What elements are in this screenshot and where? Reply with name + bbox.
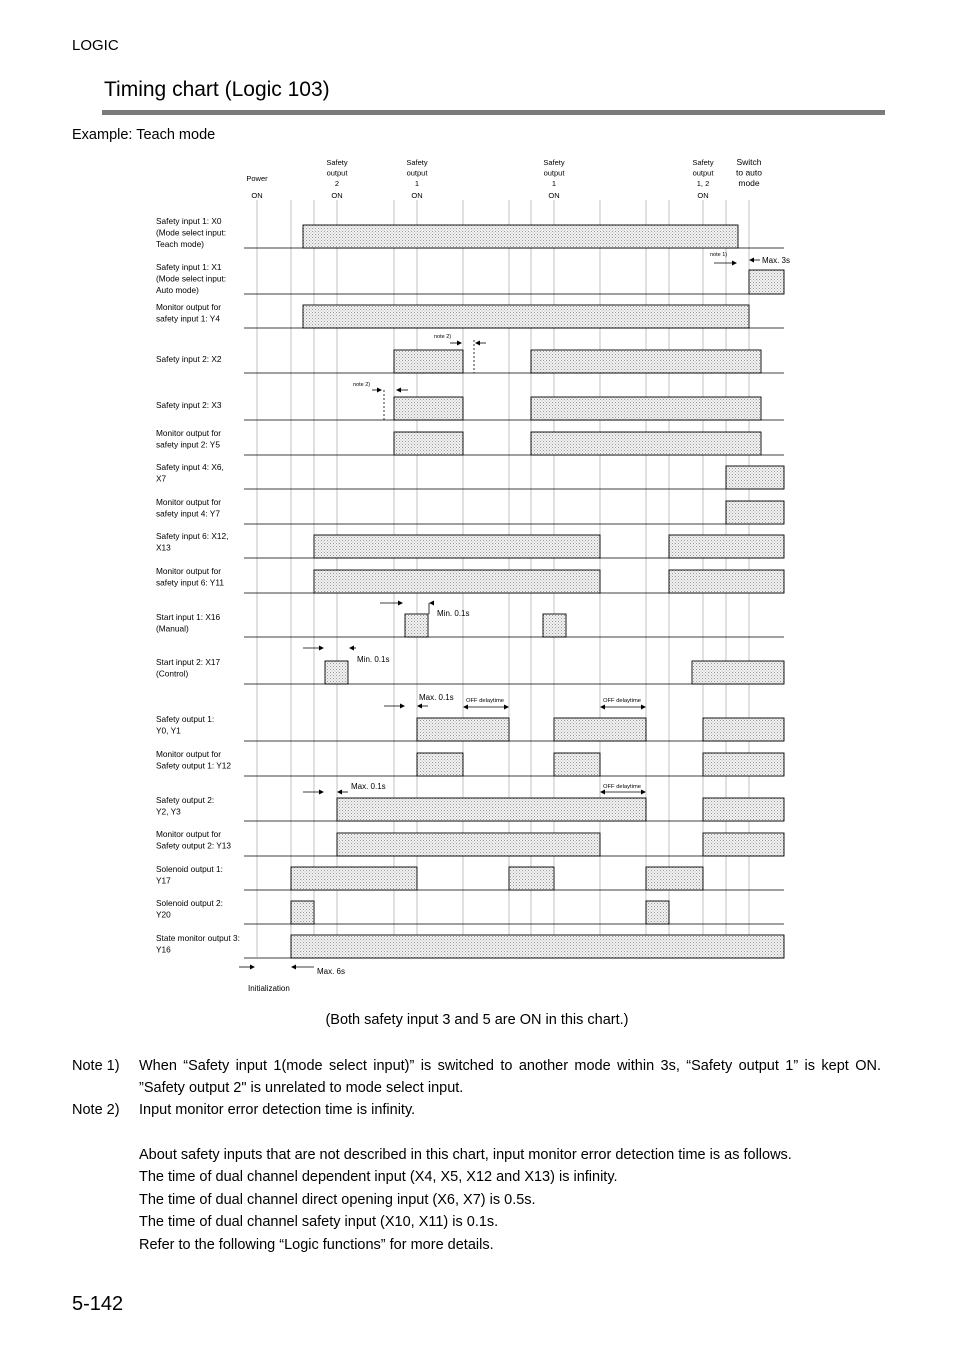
signal-label: Safety output 2: Y13 bbox=[156, 840, 232, 851]
signal-pulse bbox=[417, 753, 463, 776]
signal-label: Start input 2: X17 bbox=[156, 657, 221, 667]
signal-pulse bbox=[394, 432, 463, 455]
signal-pulse bbox=[394, 350, 463, 373]
min-0.1s-label: Min. 0.1s bbox=[437, 609, 470, 618]
signal-pulse bbox=[314, 570, 600, 593]
signal-pulse bbox=[646, 867, 703, 890]
about-line: Refer to the following “Logic functions” for more details. bbox=[139, 1237, 494, 1253]
note-2-text: Input monitor error detection time is infinity. bbox=[139, 1102, 416, 1118]
signal-label: Monitor output for bbox=[156, 497, 222, 507]
signal-pulse bbox=[703, 798, 784, 821]
section-tag: LOGIC bbox=[72, 37, 119, 54]
event-label: 1 bbox=[414, 179, 420, 188]
event-label: 2 bbox=[334, 179, 340, 188]
example-label: Example: Teach mode bbox=[72, 127, 216, 143]
signal-pulse bbox=[703, 753, 784, 776]
signal-labels bbox=[156, 216, 240, 955]
event-label: Power bbox=[246, 174, 268, 183]
min-0.1s-label: Min. 0.1s bbox=[357, 655, 390, 664]
signal-label: Safety output 1: bbox=[156, 714, 215, 724]
note-1-text: When “Safety input 1(mode select input)” is switched to another mode within 3s, “Safety output 1” is kept ON. ”Safety output 2" is unrelated to mode select input. bbox=[139, 1058, 881, 1096]
off-delaytime-label: OFF delaytime bbox=[603, 784, 642, 790]
off-delaytime-arrow-head-right bbox=[641, 705, 646, 710]
signal-label: safety input 6: Y11 bbox=[156, 577, 224, 588]
signal-pulse bbox=[554, 718, 646, 741]
event-label: Safety bbox=[326, 158, 348, 167]
off-delaytime-arrow-head-left bbox=[600, 705, 605, 710]
chart-caption: (Both safety input 3 and 5 are ON in this chart.) bbox=[325, 1012, 629, 1028]
about-line: The time of dual channel direct opening input (X6, X7) is 0.5s. bbox=[139, 1192, 536, 1208]
signal-label: Solenoid output 1: bbox=[156, 864, 223, 874]
signal-label: Safety output 1: Y12 bbox=[156, 760, 232, 771]
max-0.1s-label: Max. 0.1s bbox=[351, 782, 386, 791]
max-0.1s-arrow-in-head bbox=[400, 704, 405, 709]
event-on-label: ON bbox=[251, 191, 263, 200]
signal-pulse bbox=[291, 901, 314, 924]
signal-label: Start input 1: X16 bbox=[156, 612, 221, 622]
note-2-label: note 2) bbox=[434, 334, 452, 340]
signal-label: Monitor output for bbox=[156, 566, 222, 576]
signal-pulse bbox=[394, 397, 463, 420]
signal-label: (Manual) bbox=[156, 623, 189, 634]
initialization-label: Initialization bbox=[248, 984, 290, 993]
signal-label: Monitor output for bbox=[156, 302, 222, 312]
note-2-arrow-out-head bbox=[396, 388, 401, 393]
signal-label: Solenoid output 2: bbox=[156, 898, 223, 908]
event-labels bbox=[246, 157, 762, 200]
max-0.1s-arrow-out-head bbox=[337, 790, 342, 795]
signal-label: Monitor output for bbox=[156, 428, 222, 438]
signal-label: X13 bbox=[156, 542, 171, 553]
signal-pulse bbox=[337, 833, 600, 856]
event-on-label: ON bbox=[548, 191, 560, 200]
signal-label: Y16 bbox=[156, 944, 171, 955]
signal-label: Monitor output for bbox=[156, 749, 222, 759]
signal-pulse bbox=[543, 614, 566, 637]
signal-pulse bbox=[303, 225, 738, 248]
note-2-arrow-in-head bbox=[457, 341, 462, 346]
signal-pulse bbox=[726, 501, 784, 524]
event-label: output bbox=[692, 168, 714, 178]
signal-label: (Mode select input: bbox=[156, 227, 227, 238]
signal-label: (Control) bbox=[156, 668, 189, 679]
signal-label: safety input 4: Y7 bbox=[156, 508, 220, 519]
signal-pulse bbox=[692, 661, 784, 684]
signal-label: safety input 2: Y5 bbox=[156, 439, 220, 450]
max-0.1s-label: Max. 0.1s bbox=[419, 693, 454, 702]
event-label: Safety bbox=[543, 158, 565, 167]
min-0.1s-arrow-in-head bbox=[319, 646, 324, 651]
signal-label: Safety input 1: X1 bbox=[156, 262, 222, 272]
signal-pulse bbox=[726, 466, 784, 489]
note-1-tag: Note 1) bbox=[72, 1058, 120, 1074]
signal-pulse bbox=[314, 535, 600, 558]
signal-label: Y0, Y1 bbox=[156, 725, 181, 736]
off-delaytime-arrow-head-right bbox=[504, 705, 509, 710]
signal-pulse bbox=[703, 833, 784, 856]
signal-label: Y20 bbox=[156, 909, 171, 920]
signal-label: safety input 1: Y4 bbox=[156, 313, 220, 324]
note-1-label: note 1) bbox=[710, 252, 728, 258]
page-title: Timing chart (Logic 103) bbox=[104, 78, 330, 101]
max-3s-label: Max. 3s bbox=[762, 256, 791, 265]
about-line: The time of dual channel dependent input (X4, X5, X12 and X13) is infinity. bbox=[139, 1169, 618, 1185]
event-label: output bbox=[326, 168, 348, 178]
signal-pulse bbox=[669, 535, 784, 558]
signal-pulse bbox=[554, 753, 600, 776]
signal-label: Y17 bbox=[156, 875, 171, 886]
signal-label: Teach mode) bbox=[156, 239, 204, 249]
note-1-arrow-head bbox=[732, 261, 737, 266]
signal-pulse bbox=[531, 397, 761, 420]
max-0.1s-arrow-in-head bbox=[319, 790, 324, 795]
off-delaytime-label: OFF delaytime bbox=[466, 698, 505, 704]
max-6s-arrow-out-head bbox=[291, 965, 296, 970]
note-2-tag: Note 2) bbox=[72, 1102, 120, 1118]
signal-pulse bbox=[325, 661, 348, 684]
max-6s-arrow-in-head bbox=[250, 965, 255, 970]
page-number: 5-142 bbox=[72, 1293, 124, 1315]
event-label: output bbox=[543, 168, 565, 178]
signal-pulse bbox=[405, 614, 428, 637]
event-label: mode bbox=[738, 178, 760, 188]
off-delaytime-arrow-head-left bbox=[600, 790, 605, 795]
max-0.1s-arrow-out-head bbox=[417, 704, 422, 709]
off-delaytime-arrow-head-left bbox=[463, 705, 468, 710]
event-label: Safety bbox=[406, 158, 428, 167]
signal-label: Y2, Y3 bbox=[156, 806, 181, 817]
signal-pulse bbox=[337, 798, 646, 821]
off-delaytime-label: OFF delaytime bbox=[603, 698, 642, 704]
signal-pulse bbox=[703, 718, 784, 741]
signal-pulse bbox=[291, 935, 784, 958]
signal-pulse bbox=[291, 867, 417, 890]
off-delaytime-arrow-head-right bbox=[641, 790, 646, 795]
signal-label: Monitor output for bbox=[156, 829, 222, 839]
signal-label: (Mode select input: bbox=[156, 273, 227, 284]
signal-pulse bbox=[417, 718, 509, 741]
signal-pulse bbox=[531, 432, 761, 455]
signal-pulse bbox=[646, 901, 669, 924]
signal-pulse bbox=[669, 570, 784, 593]
event-label: output bbox=[406, 168, 428, 178]
note-2-arrow-out-head bbox=[475, 341, 480, 346]
signal-pulse bbox=[531, 350, 761, 373]
signal-label: Safety output 2: bbox=[156, 795, 215, 805]
signal-label: X7 bbox=[156, 473, 167, 484]
about-line: The time of dual channel safety input (X10, X11) is 0.1s. bbox=[139, 1214, 499, 1230]
signal-pulse bbox=[509, 867, 554, 890]
event-label: 1, 2 bbox=[696, 179, 710, 188]
signal-label: Auto mode) bbox=[156, 285, 199, 295]
event-label: 1 bbox=[551, 179, 557, 188]
event-on-label: ON bbox=[411, 191, 423, 200]
event-on-label: ON bbox=[697, 191, 709, 200]
signal-pulse bbox=[303, 305, 749, 328]
note-2-label: note 2) bbox=[353, 382, 371, 388]
signal-label: State monitor output 3: bbox=[156, 933, 240, 943]
note-2-arrow-in-head bbox=[377, 388, 382, 393]
signal-pulse bbox=[749, 270, 784, 294]
event-label: to auto bbox=[736, 167, 762, 178]
event-on-label: ON bbox=[331, 191, 343, 200]
min-0.1s-arrow-out-head bbox=[429, 601, 434, 606]
event-label: Switch bbox=[736, 157, 762, 167]
signal-label: Safety input 4: X6, bbox=[156, 462, 224, 472]
about-line: About safety inputs that are not described in this chart, input monitor error detection time is as follows. bbox=[139, 1147, 792, 1163]
signal-label: Safety input 1: X0 bbox=[156, 216, 222, 226]
event-label: Safety bbox=[692, 158, 714, 167]
min-0.1s-arrow-in-head bbox=[398, 601, 403, 606]
signal-label: Safety input 6: X12, bbox=[156, 531, 229, 541]
signal-label: Safety input 2: X3 bbox=[156, 400, 222, 410]
max-3s-arrow-head bbox=[749, 258, 754, 263]
max-6s-label: Max. 6s bbox=[317, 967, 346, 976]
signal-label: Safety input 2: X2 bbox=[156, 354, 222, 364]
min-0.1s-arrow-out-head bbox=[349, 646, 354, 651]
